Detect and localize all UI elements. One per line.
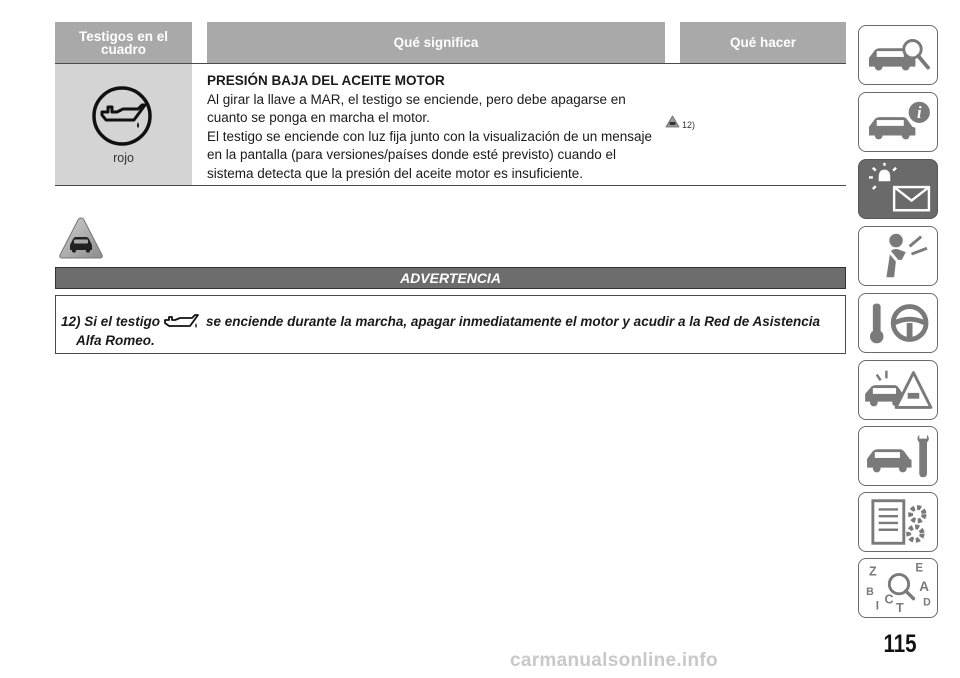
- svg-text:C: C: [884, 592, 894, 607]
- color-label: rojo: [113, 151, 134, 165]
- indicator-cell: [55, 64, 192, 185]
- tab-starting-driving[interactable]: [858, 293, 938, 353]
- car-maintenance-icon: [859, 427, 937, 485]
- meaning-paragraph: Al girar la llave a MAR, el testigo se enciende, pero debe apagarse en cuanto se ponga en marcha el motor.: [207, 91, 626, 125]
- action-reference[interactable]: 12): [682, 120, 696, 130]
- svg-text:E: E: [915, 561, 924, 575]
- car-search-icon: [859, 26, 937, 84]
- meaning-paragraph: El testigo se enciende con luz fija junto con la visualización de un mensaje en la pantalla (para versiones/países donde esté previsto) cuando el sistema detecta que la presión del aceite motor es insuficiente.: [207, 128, 653, 181]
- svg-text:T: T: [896, 601, 904, 616]
- car-info-icon: [859, 93, 937, 151]
- car-accident-icon: [859, 361, 937, 419]
- indicator-table: [55, 22, 846, 186]
- warning-text-line2: Alfa Romeo.: [76, 333, 155, 348]
- warning-text-end: se enciende durante la marcha, apagar inmediatamente el motor y acudir a la Red de Asistencia: [206, 314, 821, 329]
- oil-pressure-icon: [90, 84, 154, 148]
- table-row: [55, 64, 846, 186]
- svg-text:i: i: [916, 103, 922, 123]
- warning-text: [55, 295, 846, 354]
- tab-technical-data[interactable]: [858, 492, 938, 552]
- svg-text:B: B: [866, 585, 874, 598]
- tab-index[interactable]: [858, 558, 938, 618]
- warning-title: ADVERTENCIA: [55, 267, 846, 289]
- page-number: 115: [883, 630, 917, 658]
- tab-warning-lights[interactable]: [858, 159, 938, 219]
- airbag-seatbelt-icon: [859, 227, 937, 285]
- tab-car-search[interactable]: [858, 25, 938, 85]
- svg-text:Z: Z: [869, 564, 877, 579]
- warning-lights-message-icon: [859, 160, 937, 218]
- watermark: carmanualsonline.info: [510, 650, 718, 671]
- svg-text:D: D: [923, 596, 931, 609]
- key-steering-wheel-icon: [859, 294, 937, 352]
- action-cell: [665, 64, 846, 185]
- svg-text:I: I: [875, 599, 880, 613]
- tab-car-info[interactable]: [858, 92, 938, 152]
- tab-emergency[interactable]: [858, 360, 938, 420]
- header-indicators: Testigos en el cuadro: [55, 22, 192, 63]
- tab-safety[interactable]: [858, 226, 938, 286]
- warning-text-start: 12) Si el testigo: [61, 314, 161, 329]
- header-meaning: Qué significa: [207, 22, 665, 63]
- alphabetical-index-icon: [859, 559, 937, 617]
- warning-car-icon: [57, 215, 105, 261]
- meaning-title: PRESIÓN BAJA DEL ACEITE MOTOR: [207, 73, 445, 88]
- svg-text:A: A: [919, 578, 930, 594]
- meaning-cell: [192, 64, 665, 185]
- header-action: Qué hacer: [680, 22, 846, 63]
- warning-ref-icon: [665, 115, 680, 128]
- table-header: [55, 22, 846, 64]
- oil-pressure-icon: [163, 313, 203, 329]
- technical-data-icon: [859, 493, 937, 551]
- tab-maintenance[interactable]: [858, 426, 938, 486]
